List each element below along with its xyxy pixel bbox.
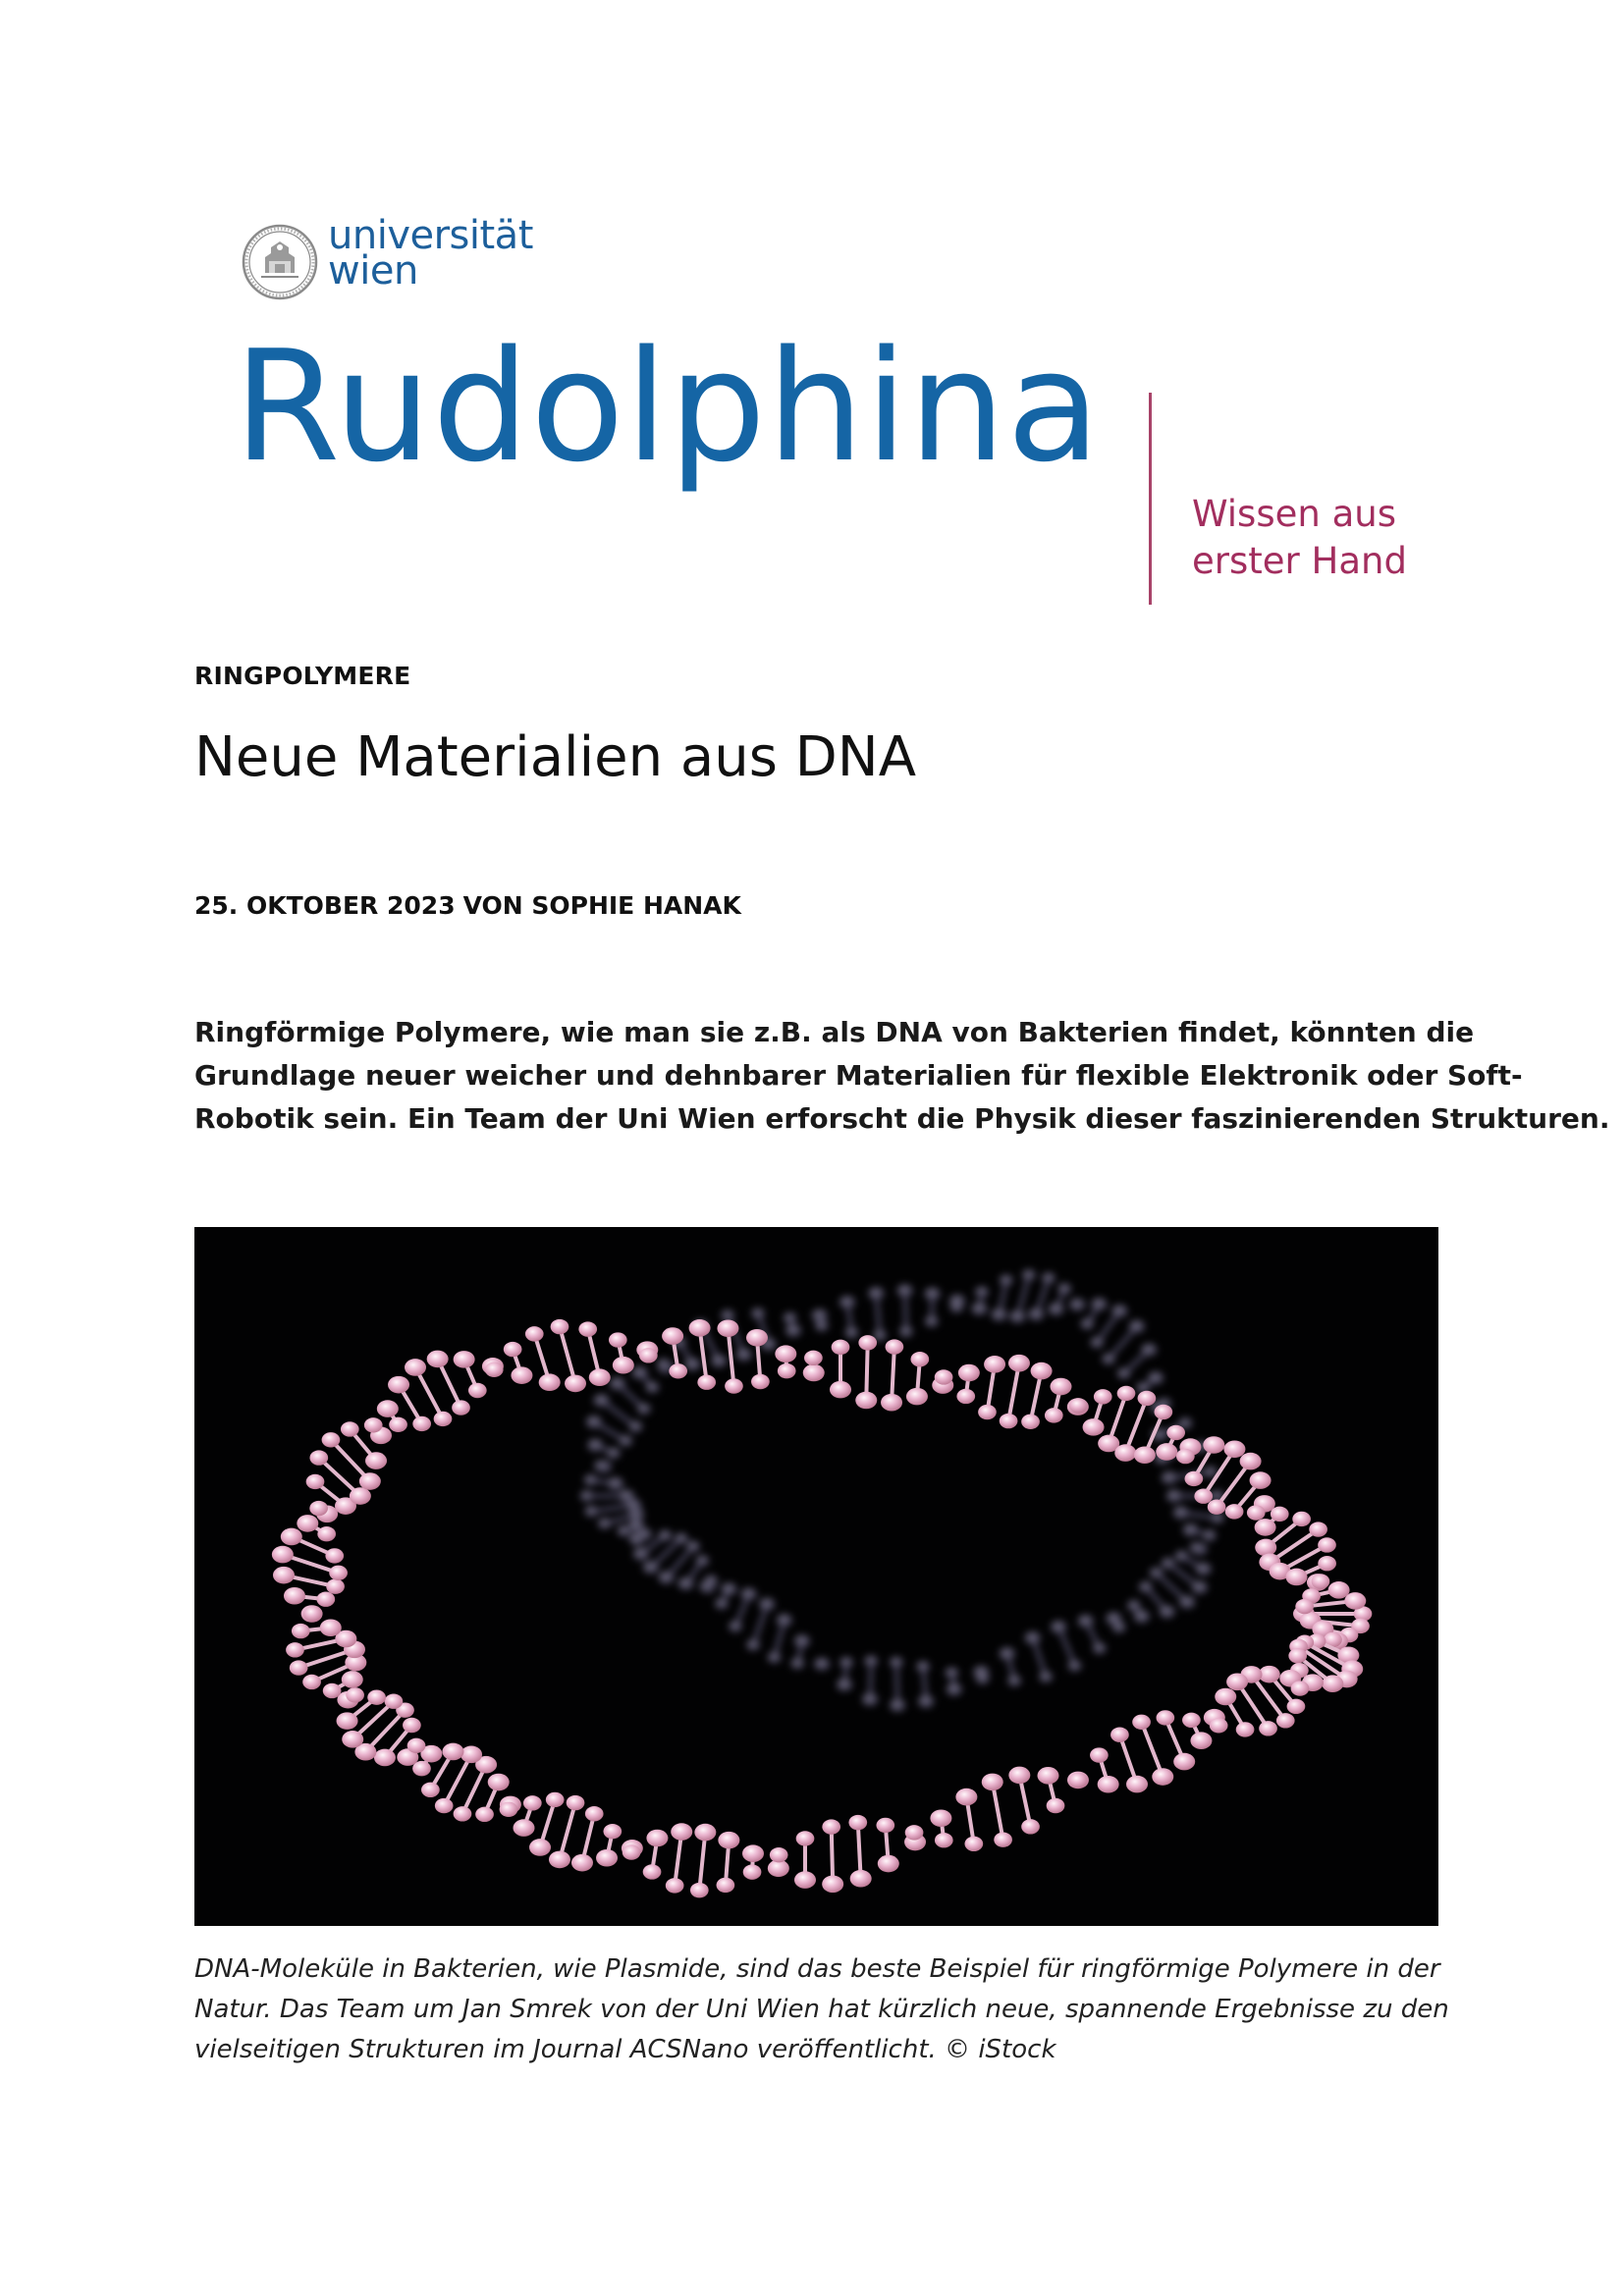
lead-line: Ringförmige Polymere, wie man sie z.B. als DNA von Bakterien findet, könnten die	[194, 1016, 1475, 1048]
caption-line: DNA-Moleküle in Bakterien, wie Plasmide, sind das beste Beispiel für ringförmige Polymere in der	[194, 1954, 1440, 1984]
article-image	[194, 1227, 1438, 1926]
tagline-line1: Wissen aus	[1192, 493, 1396, 535]
tagline-line2: erster Hand	[1192, 540, 1407, 582]
university-name-line2: wien	[328, 248, 418, 294]
article-kicker: RINGPOLYMERE	[194, 662, 411, 690]
article-date: 25. OKTOBER 2023	[194, 891, 456, 920]
caption-line: vielseitigen Strukturen im Journal ACSNano veröffentlicht. © iStock	[194, 2035, 1056, 2064]
university-logo	[242, 213, 566, 304]
caption-line: Natur. Das Team um Jan Smrek von der Uni Wien hat kürzlich neue, spannende Ergebnisse zu den	[194, 1995, 1449, 2024]
dna-ring-illustration	[194, 1227, 1438, 1926]
university-seal-icon	[242, 224, 318, 300]
university-wordmark	[328, 213, 533, 294]
masthead-title: Rudolphina	[234, 317, 1102, 496]
image-caption	[194, 1949, 1461, 2070]
masthead-tagline	[1192, 491, 1407, 585]
article-author: VON SOPHIE HANAK	[462, 891, 741, 920]
masthead-divider	[1149, 393, 1152, 605]
lead-line: Grundlage neuer weicher und dehnbarer Materialien für flexible Elektronik oder Soft-	[194, 1059, 1523, 1092]
university-name-line1: universität	[328, 213, 533, 258]
article-byline	[194, 891, 741, 921]
article-headline: Neue Materialien aus DNA	[194, 725, 916, 789]
article-lead	[194, 1011, 1610, 1141]
lead-line: Robotik sein. Ein Team der Uni Wien erforscht die Physik dieser faszinierenden Strukturen.	[194, 1102, 1610, 1135]
